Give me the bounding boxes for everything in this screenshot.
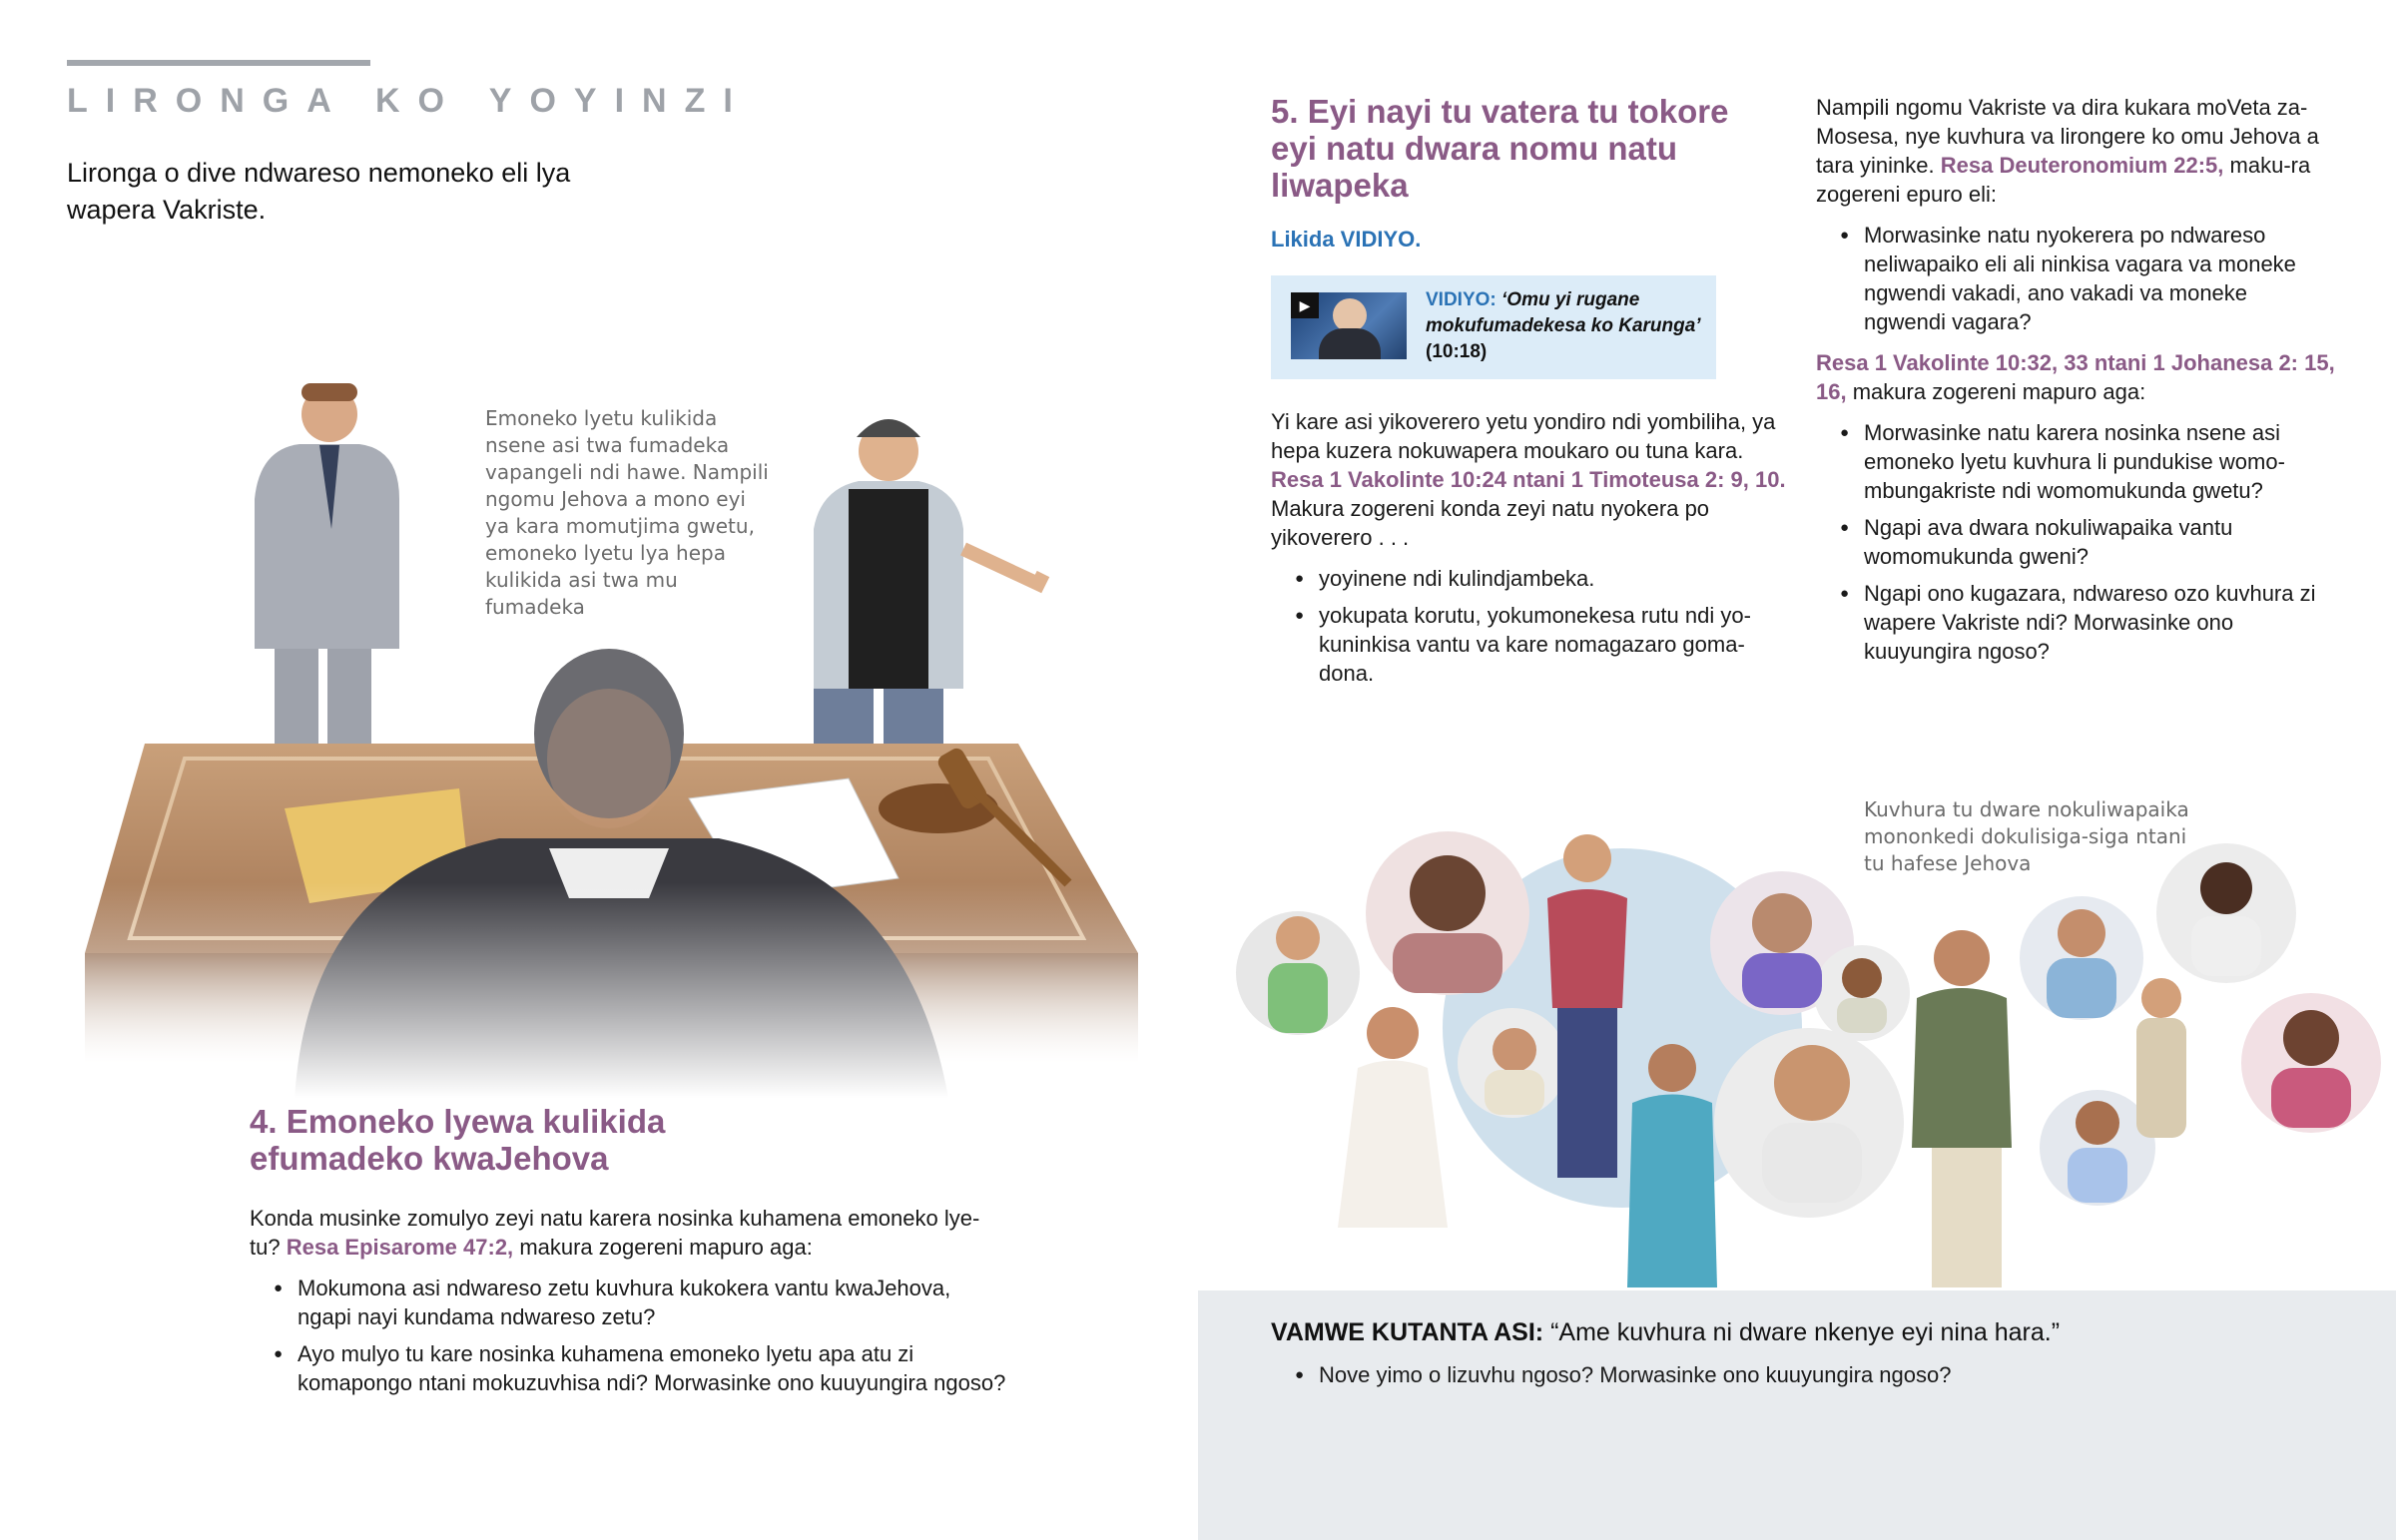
section-5-paragraph [1271, 407, 1790, 552]
section-4-questions [250, 1274, 1008, 1397]
people-illustration [1223, 818, 2381, 1290]
section-rule [67, 60, 370, 66]
speaker-face [1333, 298, 1367, 332]
section-5-body [1271, 407, 1790, 696]
video-title[interactable]: ‘Omu yi rugane mokufumadekesa ko Karunga’ [1426, 289, 1701, 336]
section-5-text: Yi kare asi yikoverero yetu yondiro ndi yombiliha, ya hepa kuzera nokuwapera moukaro ou tuna kara. [1271, 409, 1776, 463]
section-4-paragraph [250, 1204, 1008, 1262]
scripture-link-psalm[interactable]: Resa Episarome 47:2, [286, 1235, 514, 1260]
right-questions-2 [1816, 418, 2335, 666]
right-text-1-after: maku-ra zogereni epuro eli: [1816, 153, 2311, 207]
video-info [1426, 287, 1705, 365]
play-icon[interactable]: ▶ [1291, 292, 1319, 318]
others-say-questions [1271, 1360, 1951, 1397]
others-say-label: VAMWE KUTANTA ASI: [1271, 1318, 1544, 1346]
right-text-1: Nampili ngomu Vakriste va dira kukara moVeta za-Mosesa, nye kuvhura va lirongere ko omu Jehova a tara yininke. [1816, 95, 2319, 178]
section-5-text-after: Makura zogereni konda zeyi natu nyokera po yikoverero . . . [1271, 496, 1710, 550]
option-item: ● yokupata korutu, yokumonekesa rutu ndi yo-kuninkisa vantu va kare nomagazaro goma-dona. [1271, 601, 1790, 688]
question-item: ● Ngapi ava dwara nokuliwapaika vantu womomukunda gweni? [1816, 513, 2335, 571]
section-4-body [250, 1204, 1008, 1405]
others-say-title [1271, 1318, 2060, 1347]
right-questions-1 [1816, 221, 2335, 336]
video-label: VIDIYO: [1426, 289, 1497, 310]
video-thumbnail[interactable] [1291, 292, 1407, 359]
others-say-box [1198, 1290, 2396, 1540]
scripture-link-corinthians-timothy[interactable]: Resa 1 Vakolinte 10:24 ntani 1 Timoteusa 2: 9, 10. [1271, 467, 1786, 492]
people-illustration-caption: Kuvhura tu dware nokuliwapaika mononkedi dokulisiga-siga ntani tu hafese Jehova [1864, 797, 2189, 875]
section-4-text: Konda musinke zomulyo zeyi natu karera nosinka kuhamena emoneko lye-tu? [250, 1206, 980, 1260]
option-item: ● yoyinene ndi kulindjambeka. [1271, 564, 1790, 593]
question-item: ● Morwasinke natu nyokerera po ndwareso neliwapaiko eli ali ninkisa vagara va moneke ngwendi vakadi, ano vakadi va moneke ngwendi vagara? [1816, 221, 2335, 336]
question-item: ● Ngapi ono kugazara, ndwareso ozo kuvhura zi wapere Vakriste ndi? Morwasinke ono kuuyungira ngoso? [1816, 579, 2335, 666]
right-text-2-after: makura zogereni mapuro aga: [1852, 379, 2146, 404]
scripture-link-corinthians-john[interactable]: Resa 1 Vakolinte 10:32, 33 ntani 1 Johanesa 2: 15, 16, [1816, 350, 2335, 404]
scripture-link-deuteronomy[interactable]: Resa Deuteronomium 22:5, [1940, 153, 2224, 178]
section-5-heading: 5. Eyi nayi tu vatera tu tokore eyi natu dwara nomu natu liwapeka [1271, 93, 1729, 204]
video-card[interactable] [1271, 275, 1716, 379]
others-say-quote: “Ame kuvhura ni dware nkenye eyi nina hara.” [1550, 1318, 2061, 1346]
question-item: ● Ayo mulyo tu kare nosinka kuhamena emoneko lyetu apa atu zi komapongo ntani mokuzuvhisa ndi? Morwasinke ono kuuyungira ngoso? [250, 1339, 1008, 1397]
section-4-text-after: makura zogereni mapuro aga: [519, 1235, 813, 1260]
question-item: ● Mokumona asi ndwareso zetu kuvhura kukokera vantu kwaJehova, ngapi nayi kundama ndwareso zetu? [250, 1274, 1008, 1331]
court-illustration-caption: Emoneko lyetu kulikida nsene asi twa fumadeka vapangeli ndi hawe. Nampili ngomu Jehova a mono eyi ya kara momutjima gwetu, emoneko lyetu lya hepa kulikida asi twa mu fumadeka [485, 406, 769, 619]
right-paragraph-1 [1816, 93, 2335, 209]
section-5-options [1271, 564, 1790, 688]
video-duration: (10:18) [1426, 341, 1488, 362]
intro-text: Lironga o dive ndwareso nemoneko eli lya wapera Vakriste. [67, 158, 571, 225]
section-label: LIRONGA KO YOYINZI [67, 82, 751, 120]
watch-video-link[interactable]: Likida VIDIYO. [1271, 227, 1422, 252]
question-item: ● Morwasinke natu karera nosinka nsene asi emoneko lyetu kuvhura li pundukise womo-mbungakriste ndi womomukunda gwetu? [1816, 418, 2335, 505]
speaker-body [1319, 328, 1381, 359]
question-item: ● Nove yimo o lizuvhu ngoso? Morwasinke ono kuuyungira ngoso? [1271, 1360, 1951, 1389]
right-column-body [1816, 93, 2335, 674]
right-paragraph-2 [1816, 348, 2335, 406]
section-4-heading: 4. Emoneko lyewa kulikida efumadeko kwaJehova [250, 1103, 666, 1177]
